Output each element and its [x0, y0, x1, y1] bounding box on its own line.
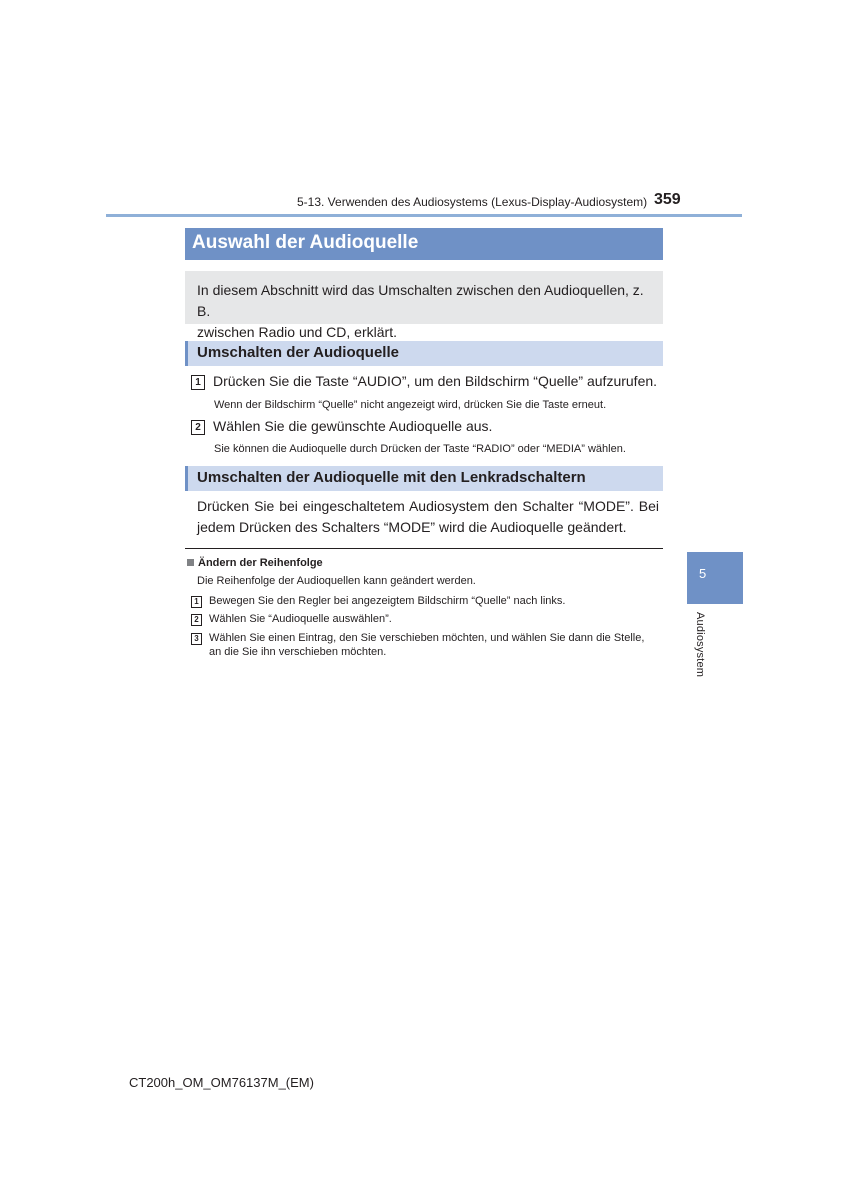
note-step-2: [191, 612, 663, 626]
step-2-note: Sie können die Audioquelle durch Drücken der Taste “RADIO” oder “MEDIA” wählen.: [214, 443, 626, 455]
chapter-tab: 5: [687, 552, 743, 604]
subsection-title-2: Umschalten der Audioquelle mit den Lenkradschaltern: [185, 466, 663, 491]
steering-switch-paragraph: Drücken Sie bei eingeschaltetem Audiosystem den Schalter “MODE”. Bei jedem Drücken des Schalters “MODE” wird die Audioquelle geändert.: [197, 498, 659, 535]
footer-code: CT200h_OM_OM76137M_(EM): [129, 1075, 314, 1090]
step-number-badge: 3: [191, 633, 202, 645]
chapter-label: Audiosystem: [694, 612, 706, 678]
step-text: Wählen Sie die gewünschte Audioquelle aus.: [213, 418, 493, 434]
note-rule: [185, 548, 663, 549]
intro-box: [185, 271, 663, 340]
step-2: [191, 418, 492, 435]
page-number: 359: [654, 191, 681, 208]
section-title: Auswahl der Audioquelle: [185, 228, 663, 260]
step-number-badge: 1: [191, 375, 205, 390]
step-number-badge: 2: [191, 614, 202, 626]
step-1: [191, 373, 657, 390]
step-1-note: Wenn der Bildschirm “Quelle” nicht angezeigt wird, drücken Sie die Taste erneut.: [214, 399, 607, 411]
note-step-1: [191, 594, 663, 608]
intro-line-2: zwischen Radio und CD, erklärt.: [197, 324, 397, 340]
square-bullet-icon: [187, 559, 194, 566]
step-number-badge: 2: [191, 420, 205, 435]
note-step-text: Bewegen Sie den Regler bei angezeigtem Bildschirm “Quelle” nach links.: [209, 595, 566, 607]
step-number-badge: 1: [191, 596, 202, 608]
note-heading: [187, 557, 323, 569]
note-text: Die Reihenfolge der Audioquellen kann geändert werden.: [197, 575, 476, 587]
header-rule: [106, 214, 742, 217]
header-title: 5-13. Verwenden des Audiosystems (Lexus-Display-Audiosystem): [297, 195, 648, 209]
note-step-3: [191, 631, 663, 659]
note-heading-text: Ändern der Reihenfolge: [198, 557, 323, 569]
note-step-text: Wählen Sie “Audioquelle auswählen”.: [209, 613, 392, 625]
note-step-text: Wählen Sie einen Eintrag, den Sie verschieben möchten, und wählen Sie dann die Stelle, an die Sie ihn verschieben möchten.: [209, 632, 645, 658]
step-text: Drücken Sie die Taste “AUDIO”, um den Bildschirm “Quelle” aufzurufen.: [213, 373, 658, 389]
intro-line-1: In diesem Abschnitt wird das Umschalten zwischen den Audioquellen, z. B.: [197, 282, 644, 319]
subsection-title-1: Umschalten der Audioquelle: [185, 341, 663, 366]
